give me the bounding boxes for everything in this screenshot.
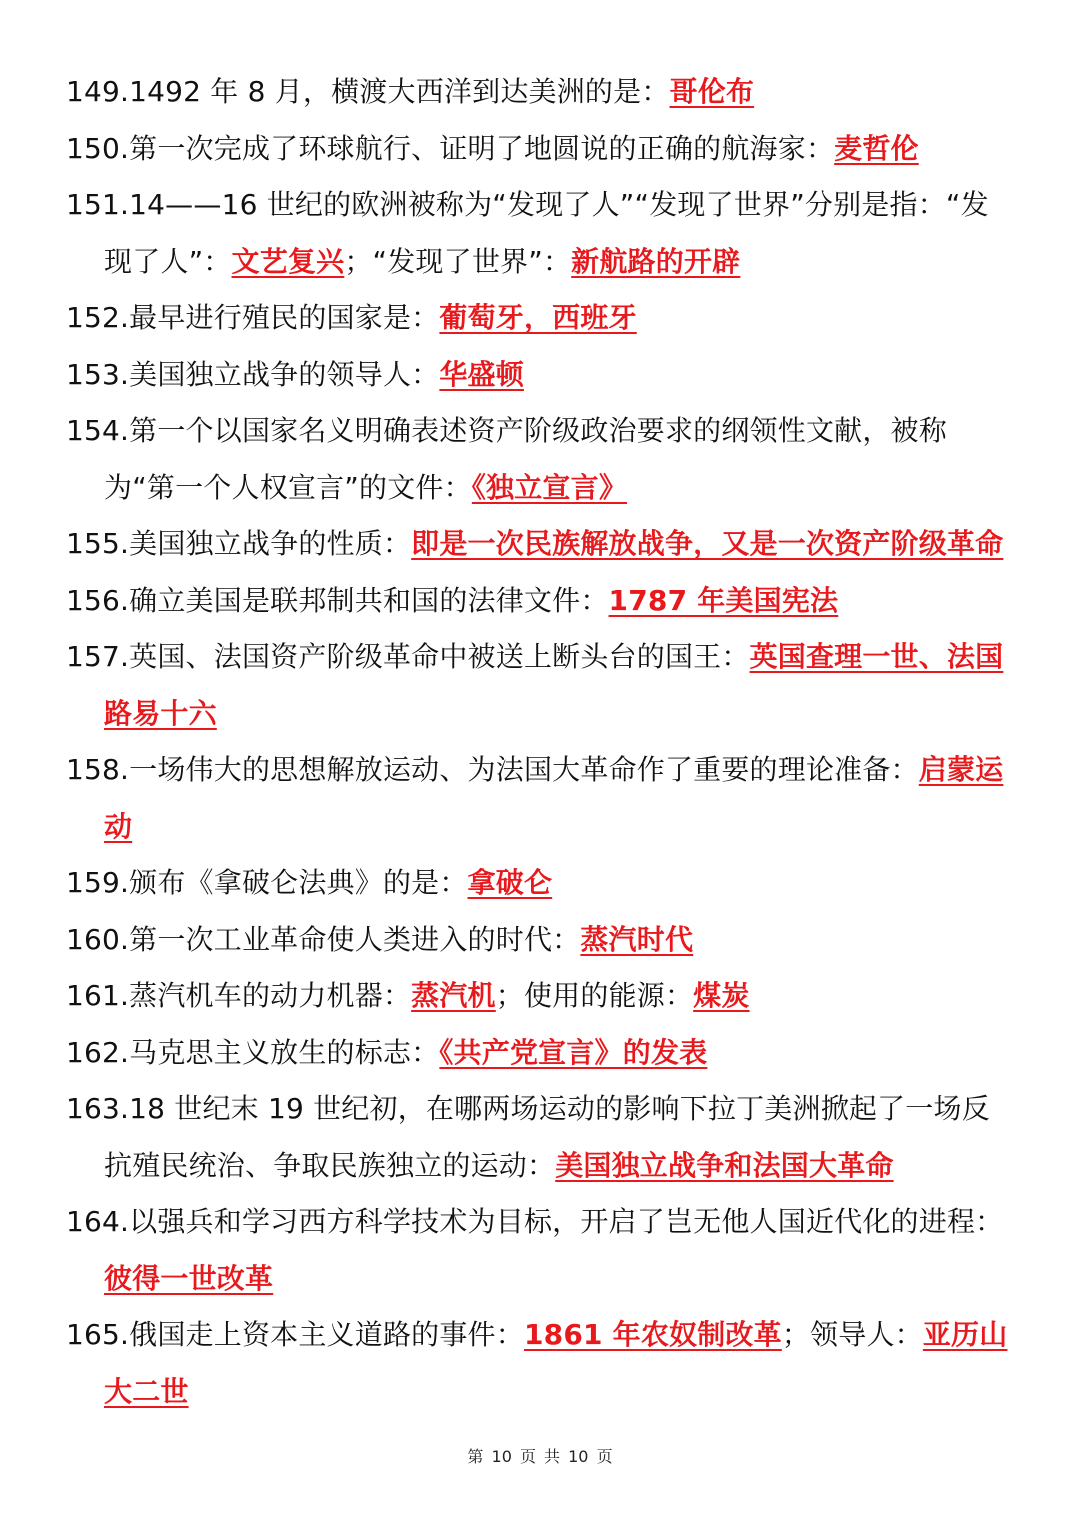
answer-text: 《独立宣言》 [471, 470, 628, 504]
list-item [66, 516, 1016, 573]
list-item [66, 290, 1016, 347]
list-item [66, 1307, 1016, 1420]
question-list [66, 64, 1016, 1420]
answer-text: 启蒙运动 [104, 753, 1004, 843]
question-text: 154.第一个以国家名义明确表述资产阶级政治要求的纲领性文献，被称为“第一个人权宣言”的文件： [66, 414, 947, 504]
list-item [66, 403, 1016, 516]
list-item [66, 64, 1016, 121]
answer-text: 蒸汽机 [411, 979, 496, 1012]
question-text: ；领导人： [781, 1318, 923, 1351]
answer-text: 新航路的开辟 [571, 244, 741, 278]
answer-text: 煤炭 [693, 979, 750, 1012]
answer-text: 美国独立战争和法国大革命 [555, 1148, 894, 1182]
list-item [66, 629, 1016, 742]
list-item [66, 347, 1016, 404]
list-item [66, 968, 1016, 1025]
answer-text: 英国查理一世、法国路易十六 [104, 640, 1004, 730]
answer-text: 彼得一世改革 [104, 1261, 274, 1295]
answer-text: 拿破仑 [467, 866, 553, 899]
list-item [66, 855, 1016, 912]
question-text: 153.美国独立战争的领导人： [66, 357, 440, 391]
page-footer: 第 10 页 共 10 页 [467, 1447, 613, 1466]
list-item [66, 177, 1016, 290]
question-text: 156.确立美国是联邦制共和国的法律文件： [66, 583, 609, 617]
list-item [66, 1194, 1016, 1307]
answer-text: 哥伦布 [669, 75, 755, 108]
answer-text: 亚历山大二世 [104, 1318, 1008, 1408]
list-item [66, 573, 1016, 630]
question-text: 150.第一次完成了环球航行、证明了地圆说的正确的航海家： [66, 131, 835, 165]
list-item [66, 912, 1016, 969]
question-text: 158.一场伟大的思想解放运动、为法国大革命作了重要的理论准备： [66, 753, 919, 786]
question-text: 160.第一次工业革命使人类进入的时代： [66, 922, 581, 956]
list-item [66, 1081, 1016, 1194]
answer-text: 文艺复兴 [231, 244, 345, 278]
question-text: 152.最早进行殖民的国家是： [66, 301, 440, 334]
answer-text: 《共产党宣言》的发表 [439, 1035, 708, 1069]
answer-text: 蒸汽时代 [580, 922, 694, 956]
question-text: 151.14——16 世纪的欧洲被称为“发现了人”“发现了世界”分别是指：“发现了人”： [66, 188, 989, 278]
list-item [66, 742, 1016, 855]
question-text: 165.俄国走上资本主义道路的事件： [66, 1318, 524, 1351]
question-text: 163.18 世纪末 19 世纪初，在哪两场运动的影响下拉丁美洲掀起了一场反抗殖民统治、争取民族独立的运动： [66, 1092, 990, 1182]
answer-text: 即是一次民族解放战争，又是一次资产阶级革命 [411, 527, 1004, 560]
question-text: 155.美国独立战争的性质： [66, 527, 412, 560]
question-text: 157.英国、法国资产阶级革命中被送上断头台的国王： [66, 640, 750, 673]
answer-text: 葡萄牙，西班牙 [439, 301, 637, 334]
question-text: 159.颁布《拿破仑法典》的是： [66, 866, 468, 899]
answer-text: 1861 年农奴制改革 [523, 1318, 782, 1351]
question-text: 162.马克思主义放生的标志： [66, 1035, 440, 1069]
question-text: 161.蒸汽机车的动力机器： [66, 979, 412, 1012]
answer-text: 华盛顿 [439, 357, 524, 391]
answer-text: 1787 年美国宪法 [608, 583, 839, 617]
list-item [66, 121, 1016, 178]
question-text: ；“发现了世界”： [344, 244, 572, 278]
question-text: 149.1492 年 8 月，横渡大西洋到达美洲的是： [66, 75, 670, 108]
question-text: ；使用的能源： [495, 979, 694, 1012]
list-item [66, 1025, 1016, 1082]
question-text: 164.以强兵和学习西方科学技术为目标，开启了岂无他人国近代化的进程： [66, 1205, 1004, 1238]
answer-text: 麦哲伦 [834, 131, 919, 165]
